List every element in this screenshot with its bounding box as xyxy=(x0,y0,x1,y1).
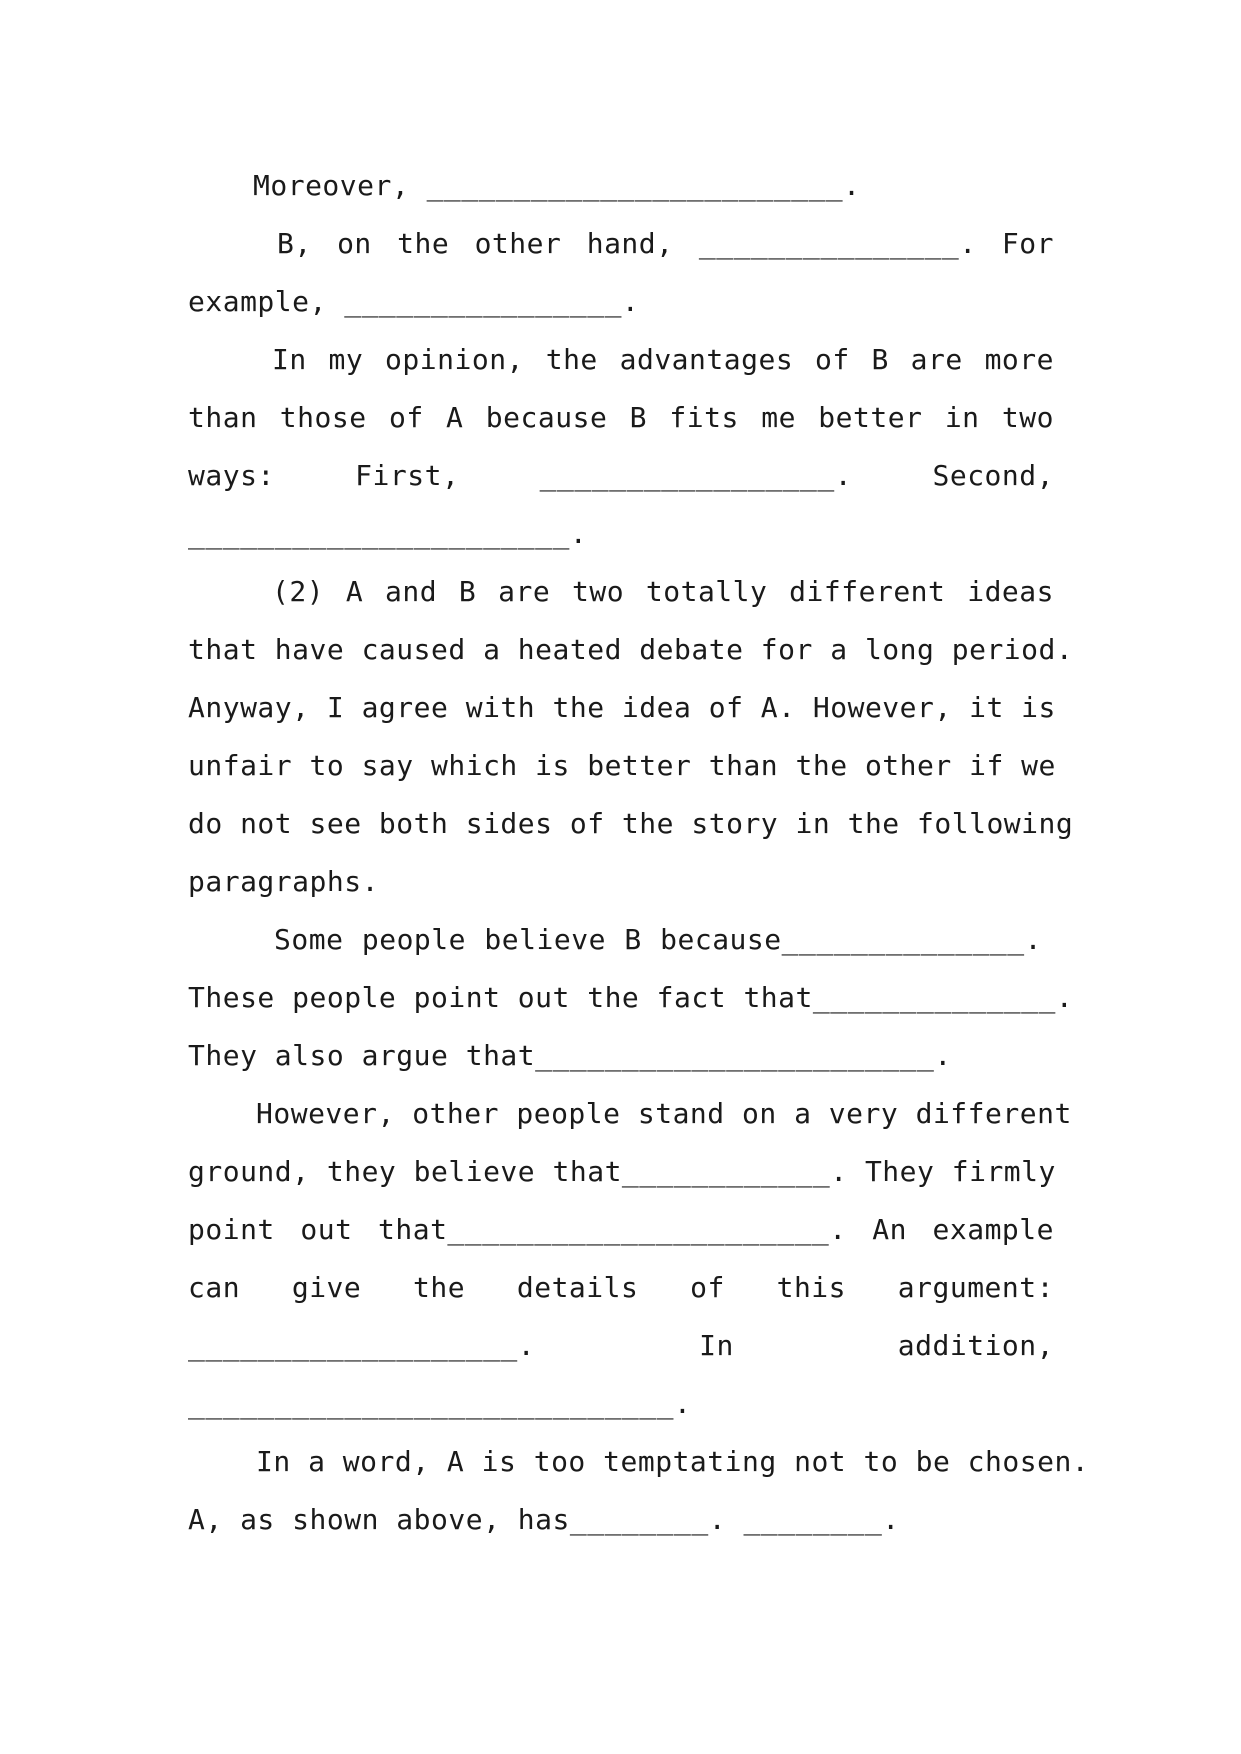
text-line: However, other people stand on a very different xyxy=(256,1097,1072,1130)
text-line: In my opinion, the advantages of B are more xyxy=(272,343,1054,376)
text-line: example, ________________. xyxy=(188,285,640,318)
text-line: that have caused a heated debate for a long period. xyxy=(188,633,1074,666)
text-line: Some people believe B because______________. xyxy=(274,923,1042,956)
text-line: In a word, A is too temptating not to be chosen. xyxy=(256,1445,1090,1478)
text-line: ground, they believe that____________. They firmly xyxy=(188,1155,1056,1188)
text-line: ______________________. xyxy=(188,517,588,550)
text-line: Anyway, I agree with the idea of A. However, it is xyxy=(188,691,1056,724)
text-line: do not see both sides of the story in the following xyxy=(188,807,1074,840)
text-line: paragraphs. xyxy=(188,865,379,898)
text-line: (2) A and B are two totally different ideas xyxy=(272,575,1054,608)
text-line: B, on the other hand, _______________. For xyxy=(277,227,1054,260)
text-line: point out that______________________. An example xyxy=(188,1213,1054,1246)
text-line: unfair to say which is better than the other if we xyxy=(188,749,1056,782)
text-line: Moreover, ________________________. xyxy=(253,169,861,202)
text-line: than those of A because B fits me better in two xyxy=(188,401,1054,434)
text-line: A, as shown above, has________. ________. xyxy=(188,1503,900,1536)
text-line: ways: First, _________________. Second, xyxy=(188,459,1054,492)
text-line: ___________________. In addition, xyxy=(188,1329,1054,1362)
text-line: ____________________________. xyxy=(188,1387,692,1420)
text-line: They also argue that_______________________. xyxy=(188,1039,952,1072)
text-line: These people point out the fact that______________. xyxy=(188,981,1074,1014)
text-line: can give the details of this argument: xyxy=(188,1271,1054,1304)
